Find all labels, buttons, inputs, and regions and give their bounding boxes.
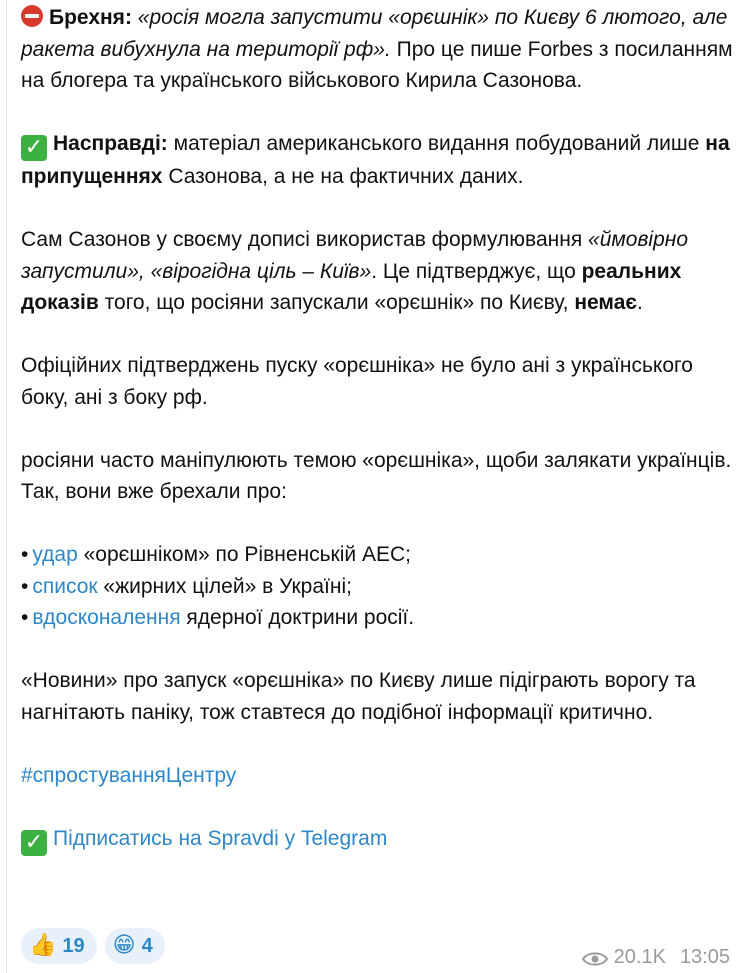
hashtag-paragraph xyxy=(21,760,733,792)
list-item xyxy=(21,602,733,634)
lie-label: Брехня: xyxy=(49,6,132,29)
para3-bold: реальних доказів xyxy=(21,259,682,314)
lie-claim: «росія могла запустити «орєшнік» по Києву 6 лютого, але ракета вибухнула на території рф». xyxy=(21,6,728,61)
no-entry-icon xyxy=(21,5,43,27)
para3-text-3: того, що росіяни запускали «орєшнік» по Києву, xyxy=(98,291,575,314)
link-vdoskonalennia[interactable]: вдосконалення xyxy=(32,606,181,629)
list-item-text: ядерної доктрини росії. xyxy=(180,606,415,629)
para3-bold-2: немає xyxy=(574,291,637,314)
truth-bold: на припущеннях xyxy=(21,132,730,188)
bullet-marker: • xyxy=(21,543,29,566)
truth-paragraph xyxy=(21,128,733,193)
message-bubble xyxy=(6,0,740,973)
eye-icon xyxy=(582,950,608,966)
para3-text: Сам Сазонов у своєму дописі використав формулювання xyxy=(21,228,589,251)
link-udar[interactable]: удар xyxy=(32,543,78,566)
para3-quote: «ймовірно запустили», «вірогідна ціль – Київ» xyxy=(21,228,689,283)
para3-text-4: . xyxy=(636,291,643,314)
reaction-thumbs-up[interactable] xyxy=(21,928,97,964)
truth-label: Насправді: xyxy=(53,132,168,155)
view-count: 20.1K xyxy=(613,946,666,968)
subscribe-link[interactable]: Підписатись на Spravdi у Telegram xyxy=(53,826,388,850)
manipulation-paragraph: росіяни часто маніпулюють темою «орєшніка», щоби залякати українців. Так, вони вже брехали про: xyxy=(21,448,732,503)
link-spysok[interactable]: список xyxy=(32,574,98,598)
bullet-marker: • xyxy=(21,606,29,629)
reaction-grinning[interactable] xyxy=(105,928,165,964)
list-item xyxy=(21,539,733,571)
bullet-list xyxy=(21,539,733,634)
check-mark-icon: ✓ xyxy=(21,135,47,161)
official-paragraph: Офіційних підтверджень пуску «орєшніка» не було ані з українського боку, ані з боку рф. xyxy=(21,354,693,409)
message-text xyxy=(21,2,733,856)
reactions-bar xyxy=(21,928,165,964)
lie-paragraph xyxy=(21,2,733,97)
subscribe-paragraph xyxy=(21,823,733,856)
reaction-count: 4 xyxy=(141,934,153,957)
thumbs-up-icon: 👍 xyxy=(29,933,57,958)
list-item xyxy=(21,571,733,603)
sazonov-paragraph xyxy=(21,224,733,319)
message-meta xyxy=(582,946,730,969)
truth-text: матеріал американського видання побудований лише xyxy=(167,132,706,155)
check-mark-icon: ✓ xyxy=(21,830,47,856)
reaction-count: 19 xyxy=(62,934,85,957)
list-item-text: «жирних цілей» в Україні; xyxy=(97,574,352,598)
list-item-text: «орєшніком» по Рівненській АЕС; xyxy=(77,543,411,566)
truth-text-end: Сазонова, а не на фактичних даних. xyxy=(162,165,524,188)
grinning-face-icon: 😁 xyxy=(112,933,136,958)
hashtag-link[interactable]: #спростуванняЦентру xyxy=(21,763,237,787)
timestamp: 13:05 xyxy=(679,946,730,968)
conclusion-paragraph: «Новини» про запуск «орєшніка» по Києву лише підіграють ворогу та нагнітають паніку, тож ставтеся до подібної інформації критично. xyxy=(21,669,696,724)
bullet-marker: • xyxy=(21,574,29,598)
lie-rest: Про це пише Forbes з посиланням на блогера та українського військового Кирила Сазонова. xyxy=(21,37,733,92)
para3-text-2: . Це підтверджує, що xyxy=(371,259,582,283)
